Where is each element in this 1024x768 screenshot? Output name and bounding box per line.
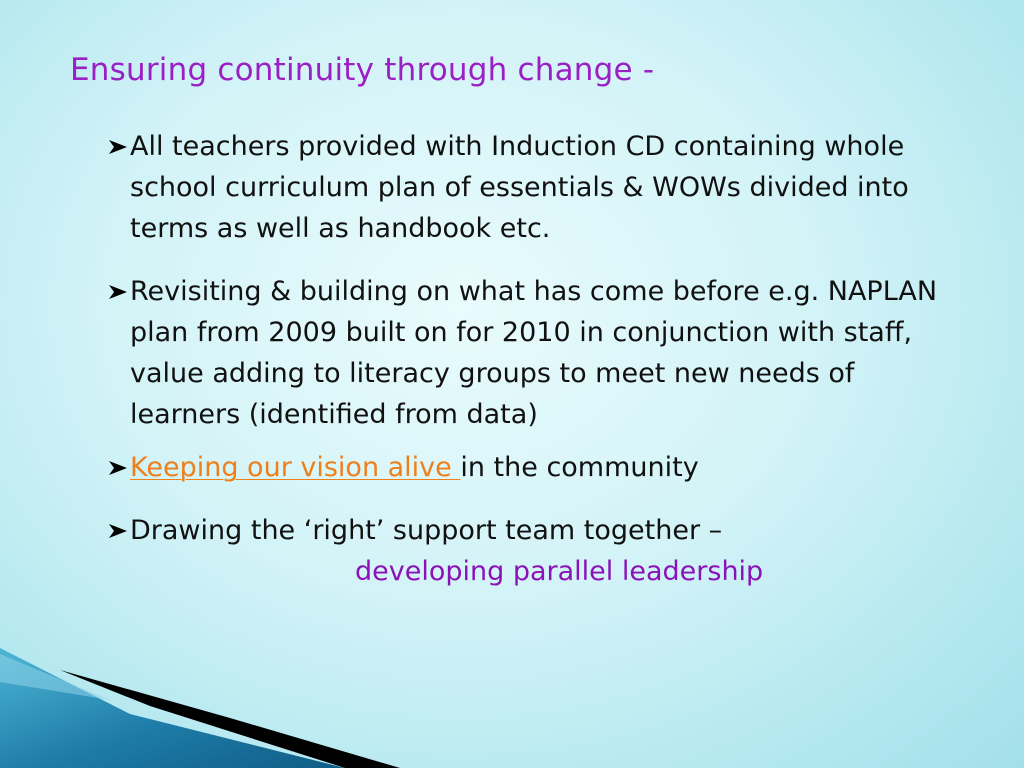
bullet-item-vision bbox=[108, 447, 1008, 488]
arrow-bullet-icon bbox=[108, 522, 128, 540]
bullet-text: All teachers provided with Induction CD containing whole school curriculum plan of essentials & WOWs divided into terms as well as handbook etc. bbox=[130, 131, 909, 244]
bullet-item-induction-cd bbox=[108, 126, 960, 249]
arrow-bullet-icon bbox=[108, 459, 128, 477]
arrow-bullet-icon bbox=[108, 283, 128, 301]
bullet-text: Drawing the ‘right’ support team together – bbox=[130, 515, 723, 546]
parallel-leadership-emphasis: developing parallel leadership bbox=[355, 556, 764, 587]
slide-title: Ensuring continuity through change - bbox=[70, 52, 655, 88]
vision-link[interactable]: Keeping our vision alive bbox=[130, 452, 461, 483]
bullet-item-support-team bbox=[108, 510, 1008, 592]
corner-swoosh-decoration bbox=[0, 648, 400, 768]
bullet-item-revisiting bbox=[108, 271, 960, 435]
bullet-list bbox=[108, 126, 1008, 592]
bullet-text: Revisiting & building on what has come before e.g. NAPLAN plan from 2009 built on for 2010 in conjunction with staff, value adding to literacy groups to meet new needs of learners (identified from data) bbox=[130, 276, 938, 430]
arrow-bullet-icon bbox=[108, 138, 128, 156]
bullet-text: in the community bbox=[460, 452, 699, 483]
